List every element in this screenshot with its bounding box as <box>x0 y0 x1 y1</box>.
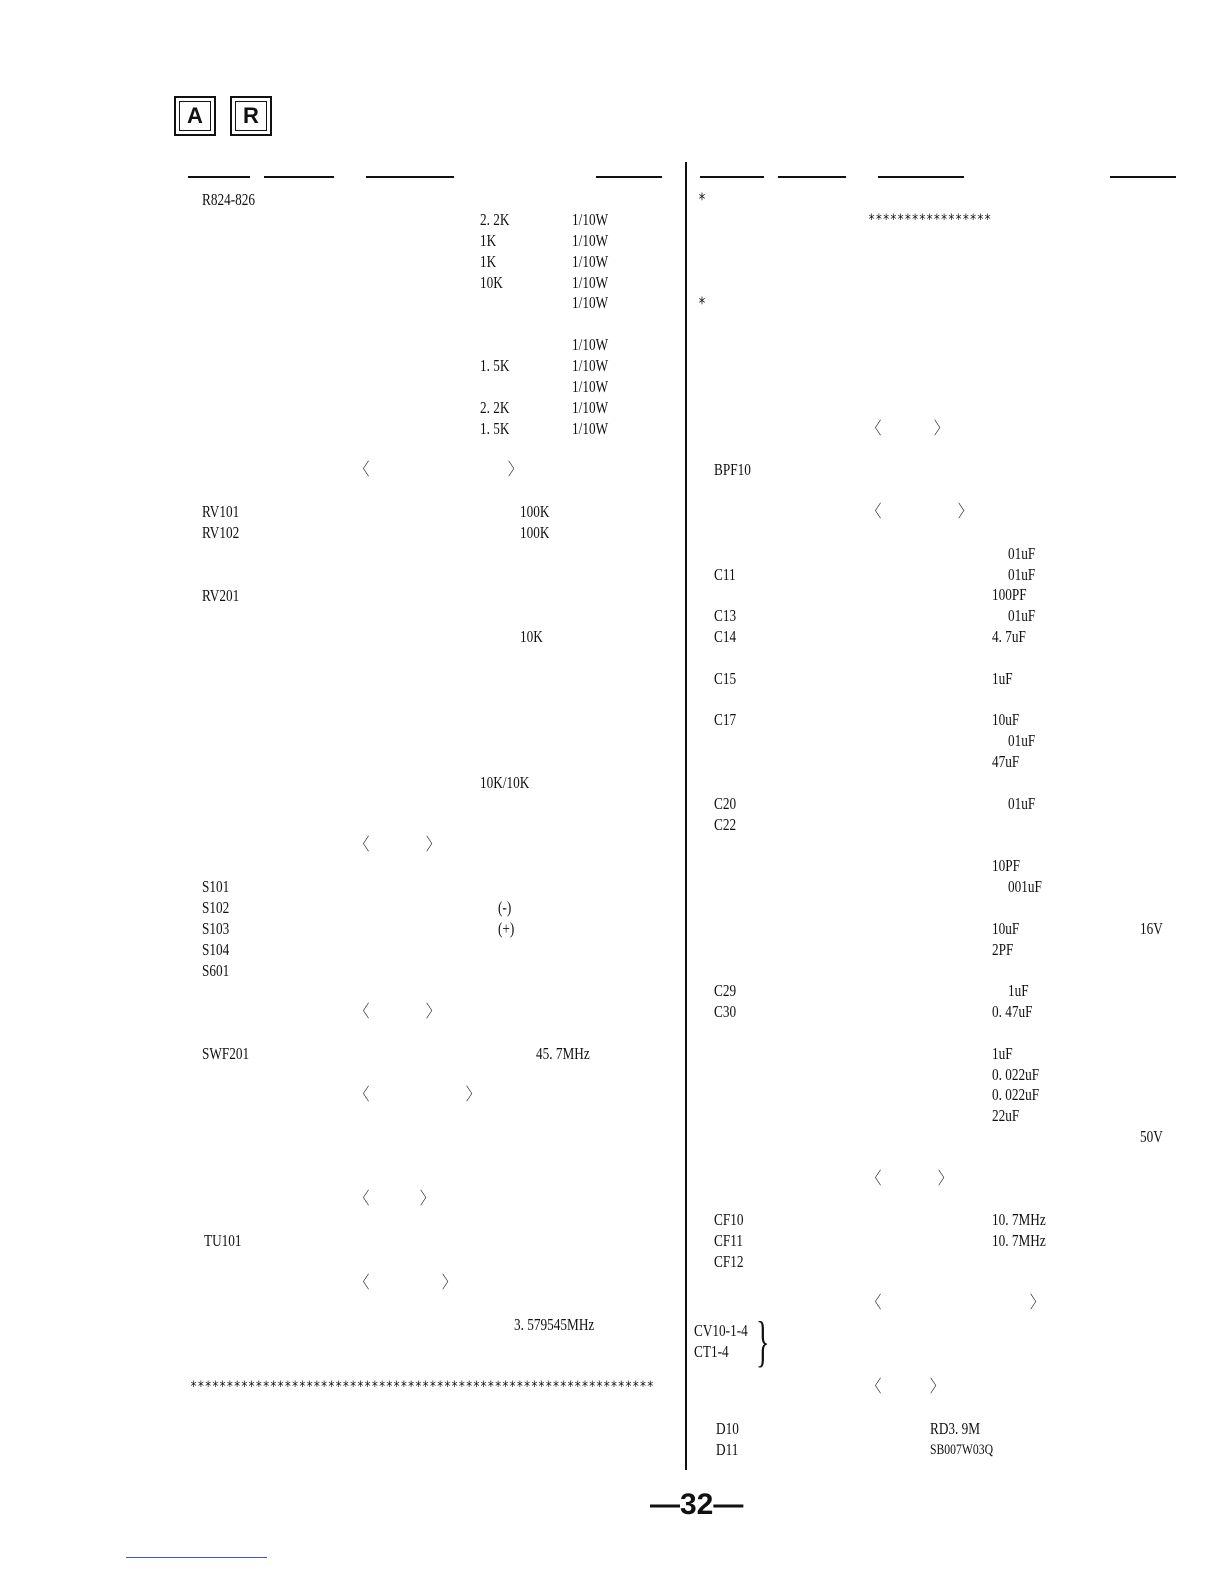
section-bracket-close: 〉 <box>426 1002 440 1021</box>
ref-rv201: RV201 <box>202 586 240 605</box>
header-rule <box>1110 176 1176 178</box>
header-rule <box>778 176 846 178</box>
wattage-cell: 1/10W <box>572 356 609 375</box>
value-cell: 01uF <box>1008 565 1036 584</box>
section-bracket-close: 〉 <box>938 1169 952 1188</box>
value-cell: 3. 579545MHz <box>514 1315 595 1334</box>
ref-bpf10: BPF10 <box>714 460 751 479</box>
header-rule <box>700 176 764 178</box>
ref-s104: S104 <box>202 940 230 959</box>
value-cell: 10PF <box>992 856 1021 875</box>
wattage-cell: 1/10W <box>572 335 609 354</box>
ref-c29: C29 <box>714 981 737 1000</box>
value-cell: 1uF <box>992 1044 1013 1063</box>
value-cell: 1uF <box>1008 981 1029 1000</box>
value-cell: 45. 7MHz <box>536 1044 590 1063</box>
ref-c20: C20 <box>714 794 737 813</box>
value-cell: (+) <box>498 919 515 938</box>
value-cell: 2. 2K <box>480 210 510 229</box>
grouping-brace: } <box>756 1311 770 1373</box>
section-bracket-open: 〈 <box>356 1273 370 1292</box>
asterisk-mark: * <box>698 190 706 210</box>
section-bracket-open: 〈 <box>356 835 370 854</box>
footer-rule <box>126 1557 267 1558</box>
value-cell: 10uF <box>992 919 1020 938</box>
section-bracket-open: 〈 <box>356 1189 370 1208</box>
ref-rv102: RV102 <box>202 523 240 542</box>
column-divider <box>685 162 687 1470</box>
value-cell: 01uF <box>1008 731 1036 750</box>
wattage-cell: 1/10W <box>572 377 609 396</box>
value-cell: 4. 7uF <box>992 627 1026 646</box>
ref-c22: C22 <box>714 815 737 834</box>
asterisk-row: ***************** <box>868 212 992 228</box>
page-number: —32— <box>650 1488 744 1521</box>
value-cell: SB007W03Q <box>930 1442 994 1458</box>
section-bracket-open: 〈 <box>868 1293 882 1312</box>
header-rule <box>264 176 334 178</box>
ref-c30: C30 <box>714 1002 737 1021</box>
header-rule <box>596 176 662 178</box>
ref-s102: S102 <box>202 898 230 917</box>
ref-c14: C14 <box>714 627 737 646</box>
ref-r824-826: R824-826 <box>202 190 256 209</box>
voltage-cell: 50V <box>1140 1127 1163 1146</box>
ref-cf11: CF11 <box>714 1231 743 1250</box>
value-cell: RD3. 9M <box>930 1419 981 1438</box>
section-bracket-open: 〈 <box>868 1169 882 1188</box>
value-cell: 01uF <box>1008 794 1036 813</box>
ref-d10: D10 <box>716 1419 739 1438</box>
value-cell: 2PF <box>992 940 1014 959</box>
value-cell: 01uF <box>1008 606 1036 625</box>
value-cell: 47uF <box>992 752 1020 771</box>
value-cell: 100PF <box>992 585 1027 604</box>
ref-cf10: CF10 <box>714 1210 744 1229</box>
value-cell: 22uF <box>992 1106 1020 1125</box>
ref-s101: S101 <box>202 877 230 896</box>
value-cell: 100K <box>520 523 550 542</box>
ref-cf12: CF12 <box>714 1252 744 1271</box>
wattage-cell: 1/10W <box>572 252 609 271</box>
wattage-cell: 1/10W <box>572 231 609 250</box>
ref-swf201: SWF201 <box>202 1044 250 1063</box>
section-bracket-open: 〈 <box>356 460 370 479</box>
logo-box-r <box>230 96 272 136</box>
ref-c11: C11 <box>714 565 736 584</box>
wattage-cell: 1/10W <box>572 273 609 292</box>
ref-c17: C17 <box>714 710 737 729</box>
value-cell: 0. 022uF <box>992 1065 1040 1084</box>
value-cell: 10K <box>520 627 543 646</box>
section-bracket-open: 〈 <box>356 1085 370 1104</box>
header-rule <box>366 176 454 178</box>
value-cell: 1. 5K <box>480 356 510 375</box>
ref-d11: D11 <box>716 1440 739 1459</box>
value-cell: 1K <box>480 252 497 271</box>
value-cell: 10. 7MHz <box>992 1231 1046 1250</box>
section-bracket-open: 〈 <box>868 1377 882 1396</box>
value-cell: 01uF <box>1008 544 1036 563</box>
value-cell: 10uF <box>992 710 1020 729</box>
section-bracket-close: 〉 <box>426 835 440 854</box>
value-cell: 1. 5K <box>480 419 510 438</box>
section-bracket-close: 〉 <box>420 1189 434 1208</box>
ref-s601: S601 <box>202 961 230 980</box>
section-bracket-close: 〉 <box>1030 1293 1044 1312</box>
ref-cv10-1-4: CV10-1-4 <box>694 1321 748 1340</box>
section-bracket-open: 〈 <box>356 1002 370 1021</box>
wattage-cell: 1/10W <box>572 419 609 438</box>
value-cell: 1uF <box>992 669 1013 688</box>
value-cell: 0. 022uF <box>992 1085 1040 1104</box>
value-cell: 0. 47uF <box>992 1002 1033 1021</box>
section-bracket-open: 〈 <box>868 419 882 438</box>
ref-tu101: TU101 <box>204 1231 242 1250</box>
value-cell: 1K <box>480 231 497 250</box>
section-bracket-close: 〉 <box>958 502 972 521</box>
section-bracket-close: 〉 <box>934 419 948 438</box>
asterisk-row: **************************************************************** <box>190 1379 654 1395</box>
value-cell: 10K <box>480 273 503 292</box>
value-cell: 100K <box>520 502 550 521</box>
asterisk-mark: * <box>698 294 706 314</box>
logo-box-a <box>174 96 216 136</box>
section-bracket-close: 〉 <box>508 460 522 479</box>
wattage-cell: 1/10W <box>572 210 609 229</box>
value-cell: 001uF <box>1008 877 1042 896</box>
header-rule <box>188 176 250 178</box>
value-cell: 2. 2K <box>480 398 510 417</box>
header-rule <box>878 176 964 178</box>
wattage-cell: 1/10W <box>572 293 609 312</box>
logo-letter-a: A <box>187 103 203 128</box>
voltage-cell: 16V <box>1140 919 1163 938</box>
value-cell: (-) <box>498 898 512 917</box>
logo-letter-r: R <box>243 103 259 128</box>
wattage-cell: 1/10W <box>572 398 609 417</box>
section-bracket-open: 〈 <box>868 502 882 521</box>
section-bracket-close: 〉 <box>930 1377 944 1396</box>
section-bracket-close: 〉 <box>442 1273 456 1292</box>
ref-rv101: RV101 <box>202 502 240 521</box>
ref-c15: C15 <box>714 669 737 688</box>
ref-c13: C13 <box>714 606 737 625</box>
value-cell: 10. 7MHz <box>992 1210 1046 1229</box>
value-cell: 10K/10K <box>480 773 530 792</box>
ref-s103: S103 <box>202 919 230 938</box>
ref-ct1-4: CT1-4 <box>694 1342 729 1361</box>
section-bracket-close: 〉 <box>466 1085 480 1104</box>
